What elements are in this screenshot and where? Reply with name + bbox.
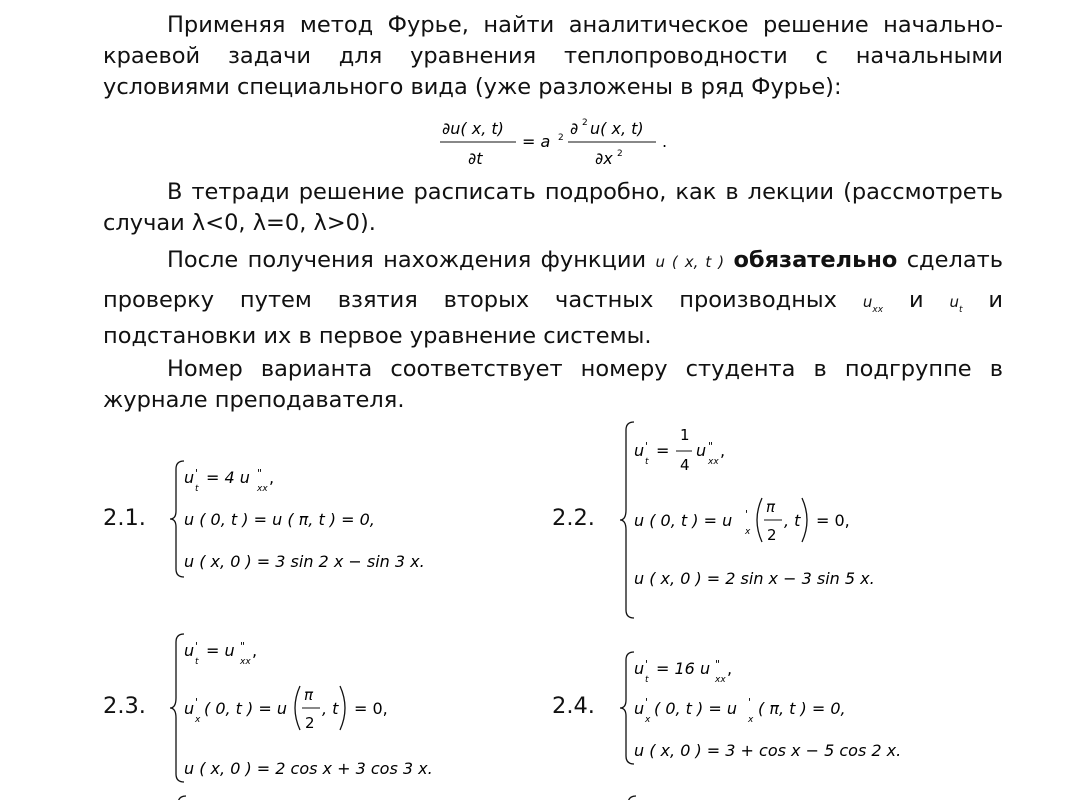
sub-xx: xx [257, 484, 268, 494]
equals-zero: = 0, [354, 699, 388, 718]
sub-t: t [645, 457, 649, 467]
equals-a: = a [522, 132, 551, 151]
cutoff-brace-right [622, 794, 642, 800]
pi-symbol: π [766, 498, 776, 516]
line-1-end: , [720, 441, 726, 460]
u-symbol-2: u [184, 699, 195, 718]
right-paren-icon [340, 686, 345, 730]
system-line-2b: ( π, t ) = 0, [758, 699, 846, 718]
equation-period: . [662, 132, 668, 151]
brace-icon [620, 652, 634, 764]
sub-x: x [195, 715, 201, 725]
system-line-3: u ( x, 0 ) = 2 cos x + 3 cos 3 x. [184, 759, 433, 778]
right-paren-icon [802, 498, 807, 542]
prime-symbol: ' [195, 467, 199, 480]
u-symbol: u [634, 659, 645, 678]
heat-equation [440, 114, 680, 174]
system-line-3: u ( x, 0 ) = 3 + cos x − 5 cos 2 x. [634, 741, 902, 760]
u-symbol-2: u [696, 441, 707, 460]
u-xx: $u_{xx}$ [862, 293, 884, 315]
rhs-den-sup: 2 [617, 149, 623, 159]
prime-symbol-2: ' [745, 508, 749, 521]
u-symbol: u [184, 468, 195, 487]
equals-sign: = [656, 441, 670, 460]
variant-system-2-2 [620, 418, 940, 624]
dprime-symbol: " [715, 658, 721, 671]
left-paren-icon [295, 686, 300, 730]
function-u-xt: u ( x, t ) [655, 253, 725, 271]
task-paragraph: Применяя метод Фурье, найти аналитическое решение начально-краевой задачи для уравнения теплопроводности с начальными условиями специального вида (уже разложены в ряд Фурье): [103, 12, 1003, 100]
system-line-2: u ( 0, t ) = u [634, 511, 733, 530]
dprime-symbol: " [708, 440, 714, 453]
u-symbol: u [184, 641, 195, 660]
system-line-2a: ( 0, t ) = u [654, 699, 737, 718]
system-line-3: u ( x, 0 ) = 2 sin x − 3 sin 5 x. [634, 569, 875, 588]
sub-xx: xx [715, 675, 726, 685]
system-line-3: u ( x, 0 ) = 3 sin 2 x − sin 3 x. [184, 552, 425, 571]
rhs-partial: ∂ [570, 119, 579, 138]
prime-symbol-2: ' [195, 696, 199, 709]
verification-text-3: проверку путем взятия вторых частных производных [103, 287, 837, 313]
cutoff-brace-left [172, 794, 192, 800]
prime-symbol: ' [645, 658, 649, 671]
comma-t: , t [784, 511, 801, 530]
verification-line-1 [103, 245, 1003, 278]
rhs-denominator: ∂x [595, 149, 613, 168]
sub-t: t [195, 484, 199, 494]
line-1-end: , [727, 659, 733, 678]
verification-line-2 [103, 285, 1003, 326]
line-1-end: , [252, 641, 258, 660]
variant-label-2-2: 2.2. [552, 505, 595, 531]
u-t: $u_t$ [949, 293, 963, 315]
prime-symbol-3: ' [748, 696, 752, 709]
rhs-numerator: u( x, t) [590, 119, 644, 138]
system-line-1: = 16 u [656, 659, 711, 678]
u-symbol: u [634, 441, 645, 460]
system-line-1: = 4 u [206, 468, 250, 487]
and-word-2: и [988, 287, 1004, 313]
two-denominator: 2 [767, 526, 777, 544]
lhs-denominator: ∂t [468, 149, 483, 168]
sub-xx: xx [708, 457, 719, 467]
verification-line-3: подстановки их в первое уравнение системы. [103, 323, 652, 349]
comma-t: , t [322, 699, 339, 718]
variant-system-2-3 [170, 630, 470, 786]
brace-icon [620, 422, 634, 618]
bold-obligatory: обязательно [733, 247, 898, 273]
sub-x: x [745, 527, 751, 537]
system-line-2: u ( 0, t ) = u ( π, t ) = 0, [184, 510, 375, 529]
left-paren-icon [757, 498, 762, 542]
prime-symbol: ' [195, 640, 199, 653]
pi-symbol: π [304, 686, 314, 704]
sub-t: t [195, 657, 199, 667]
sub-xx: xx [240, 657, 251, 667]
prime-symbol-2: ' [645, 696, 649, 709]
variant-system-2-1 [170, 455, 470, 585]
two-denominator: 2 [305, 714, 315, 732]
line-1-end: , [269, 468, 275, 487]
verification-text-1: После получения нахождения функции [167, 247, 647, 273]
sub-t: t [645, 675, 649, 685]
verification-text-2: сделать [906, 247, 1003, 273]
equals-zero: = 0, [816, 511, 850, 530]
and-word-1: и [908, 287, 924, 313]
a-superscript: 2 [558, 133, 564, 143]
variant-label-2-1: 2.1. [103, 505, 146, 531]
prime-symbol: ' [645, 440, 649, 453]
fraction-denominator: 4 [680, 456, 690, 474]
rhs-partial-sup: 2 [582, 118, 588, 128]
sub-x-2: x [748, 715, 754, 725]
system-line-1: = u [206, 641, 235, 660]
variant-label-2-4: 2.4. [552, 693, 595, 719]
variant-instruction: Номер варианта соответствует номеру студента в подгруппе в журнале преподавателя. [103, 356, 1003, 413]
sub-x: x [645, 715, 651, 725]
dprime-symbol: " [240, 640, 246, 653]
notebook-instruction: В тетради решение расписать подробно, как в лекции (рассмотреть случаи λ<0, λ=0, λ>0). [103, 179, 1003, 236]
lhs-numerator: ∂u( x, t) [442, 119, 504, 138]
brace-icon [170, 461, 184, 577]
dprime-symbol: " [257, 467, 263, 480]
brace-icon [170, 634, 184, 782]
fraction-numerator: 1 [680, 426, 690, 444]
variant-label-2-3: 2.3. [103, 693, 146, 719]
system-line-2: ( 0, t ) = u [204, 699, 287, 718]
u-symbol-2: u [634, 699, 645, 718]
variant-system-2-4 [620, 646, 940, 772]
